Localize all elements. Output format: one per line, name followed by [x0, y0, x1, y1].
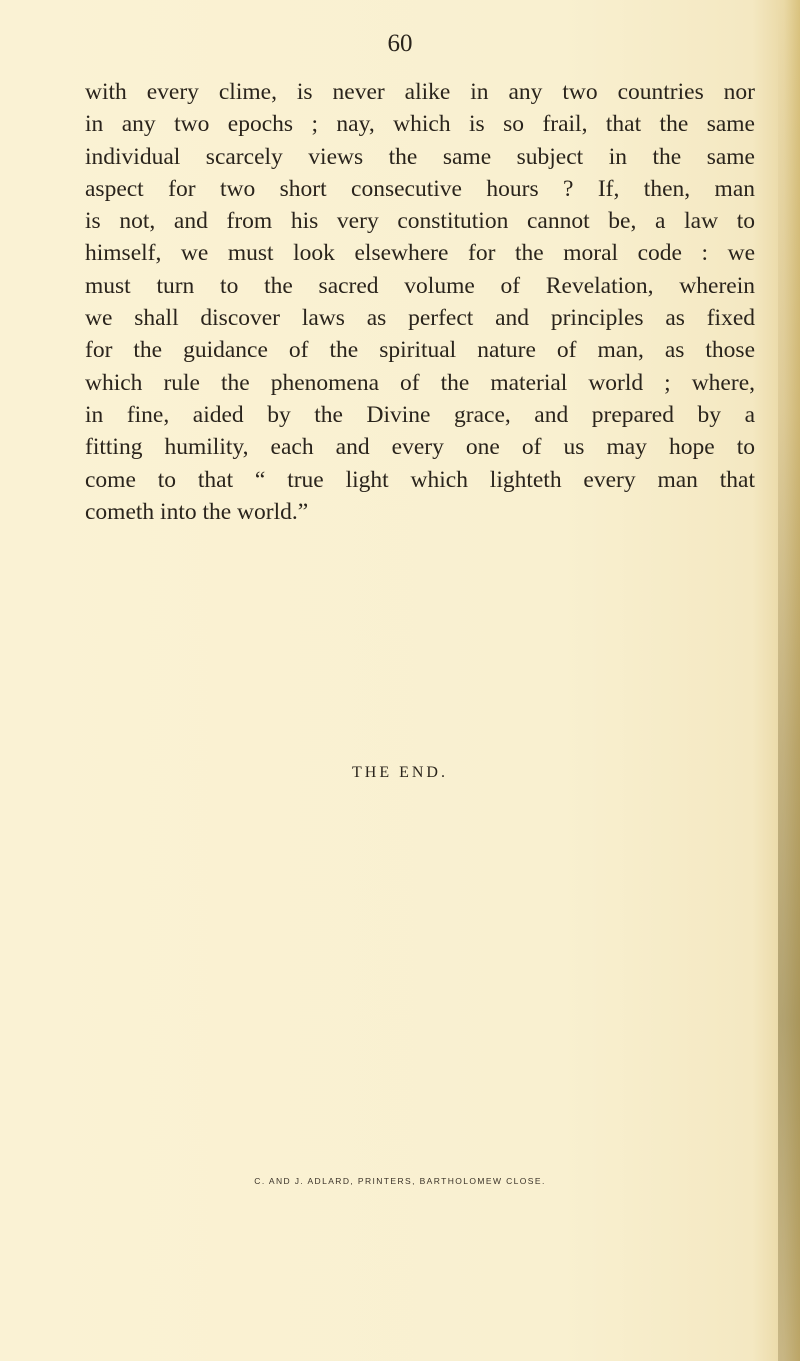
text-line: fitting humility, each and every one of us may hope to [85, 434, 755, 461]
page-edge-stain [778, 0, 800, 1361]
text-line: come to that “ true light which lighteth every man that [85, 466, 755, 493]
body-paragraph [85, 76, 755, 528]
text-line: aspect for two short consecutive hours ? If, then, man [85, 175, 755, 202]
text-line: which rule the phenomena of the material world ; where, [85, 369, 755, 396]
text-line: must turn to the sacred volume of Revelation, wherein [85, 272, 755, 299]
text-line: individual scarcely views the same subject in the same [85, 143, 755, 170]
the-end-heading: THE END. [352, 764, 448, 781]
printer-imprint: C. AND J. ADLARD, PRINTERS, BARTHOLOMEW CLOSE. [254, 1176, 546, 1186]
page-number: 60 [387, 30, 413, 57]
text-line: himself, we must look elsewhere for the moral code : we [85, 240, 755, 267]
text-line: in any two epochs ; nay, which is so frail, that the same [85, 111, 755, 138]
text-line: we shall discover laws as perfect and principles as fixed [85, 305, 755, 332]
text-line: for the guidance of the spiritual nature of man, as those [85, 337, 755, 364]
text-line: cometh into the world.” [85, 498, 309, 525]
text-line: with every clime, is never alike in any two countries nor [85, 79, 755, 105]
text-line: is not, and from his very constitution cannot be, a law to [85, 208, 755, 235]
text-line: in fine, aided by the Divine grace, and prepared by a [85, 401, 755, 428]
